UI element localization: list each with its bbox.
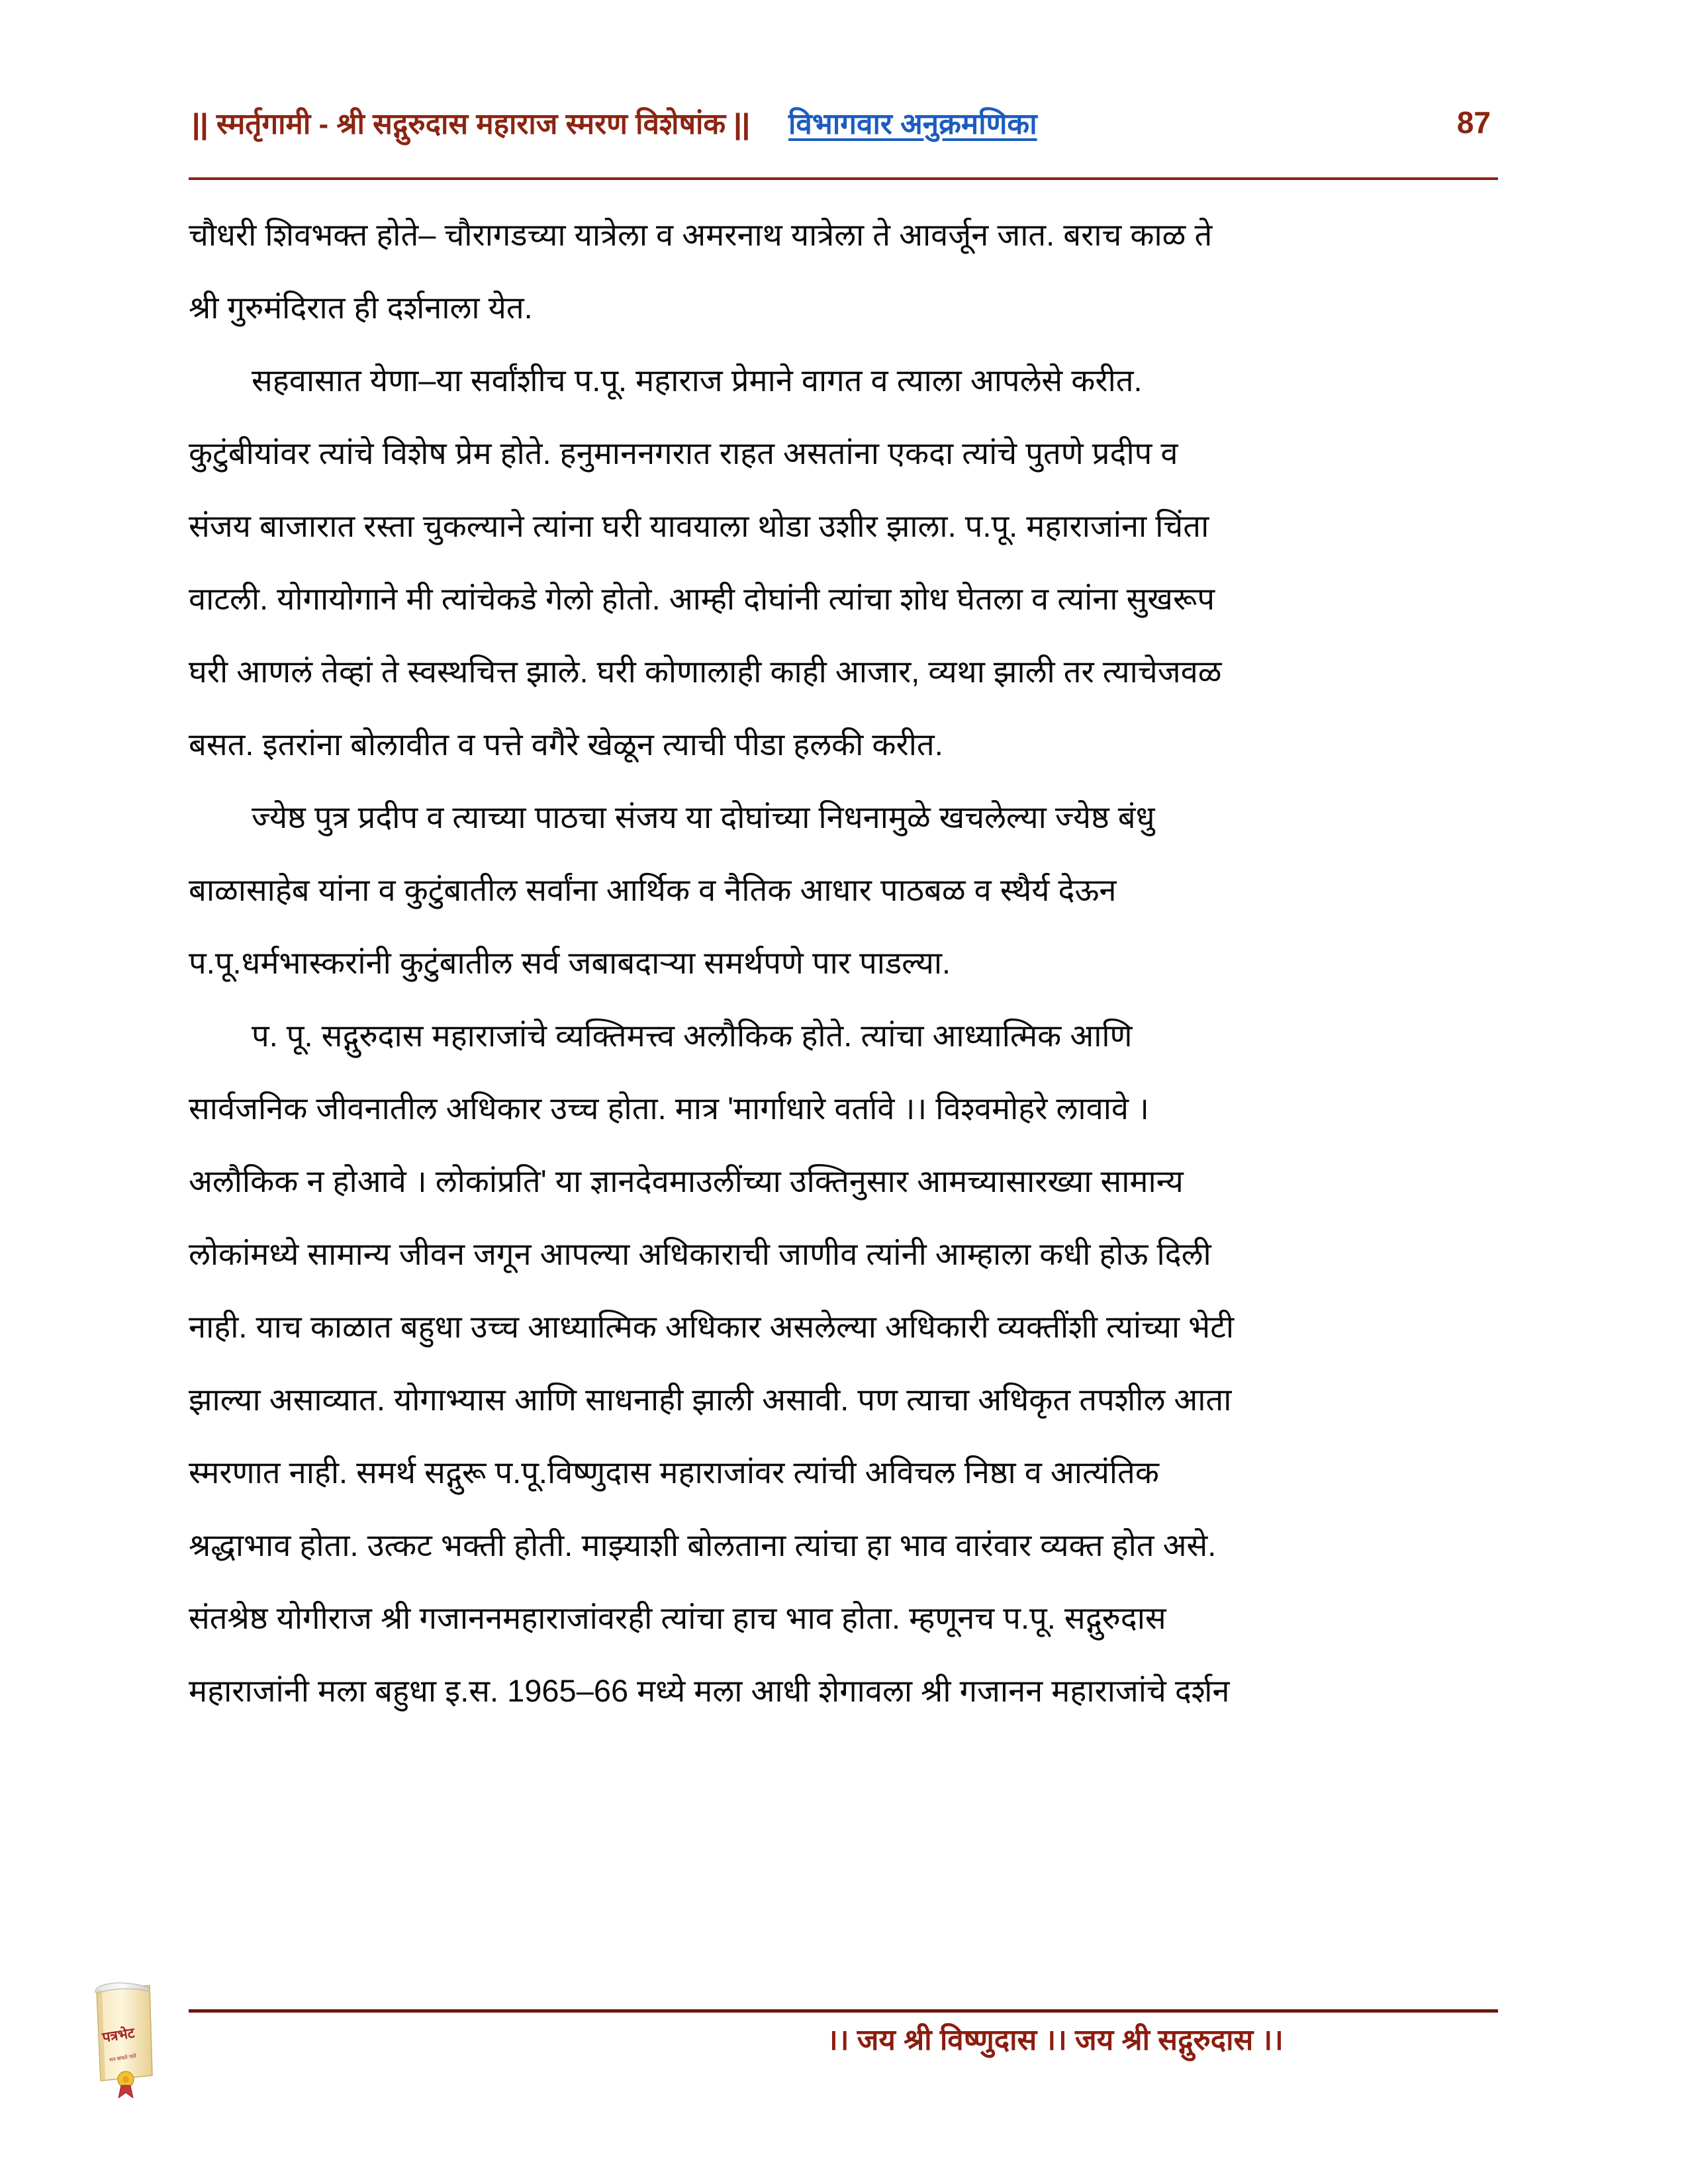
footer-divider [189,2009,1498,2013]
text-line: संजय बाजारात रस्ता चुकल्याने त्यांना घरी यावयाला थोडा उशीर झाला. प.पू. महाराजांना चिंता [189,508,1209,543]
text-line: बसत. इतरांना बोलावीत व पत्ते वगैरे खेळून त्याची पीडा हलकी करीत. [189,727,943,762]
text-line: चौधरी शिवभक्त होते– चौरागडच्या यात्रेला व अमरनाथ यात्रेला ते आवर्जून जात. बराच काळ ते [189,217,1213,252]
text-line: संतश्रेष्ठ योगीराज श्री गजाननमहाराजांवरही त्यांचा हाच भाव होता. म्हणूनच प.पू. सद्गुरुदास [189,1600,1166,1635]
text-line: वाटली. योगायोगाने मी त्यांचेकडे गेलो होतो. आम्ही दोघांनी त्यांचा शोध घेतला व त्यांना सुखरूप [189,581,1215,616]
text-line: लोकांमध्ये सामान्य जीवन जगून आपल्या अधिकाराची जाणीव त्यांनी आम्हाला कधी होऊ दिली [189,1236,1211,1271]
text-line: घरी आणलं तेव्हां ते स्वस्थचित्त झाले. घरी कोणालाही काही आजार, व्यथा झाली तर त्याचेजवळ [189,654,1222,689]
text-line: श्री गुरुमंदिरात ही दर्शनाला येत. [189,290,533,325]
text-line: झाल्या असाव्यात. योगाभ्यास आणि साधनाही झाली असावी. पण त्याचा अधिकृत तपशील आता [189,1382,1232,1417]
paragraph-3 [189,781,1499,999]
text-line: कुटुंबीयांवर त्यांचे विशेष प्रेम होते. हनुमाननगरात राहत असतांना एकदा त्यांचे पुतणे प्रदीप व [189,435,1178,471]
text-line: महाराजांनी मला बहुधा इ.स. 1965–66 मध्ये मला आधी शेगावला श्री गजानन महाराजांचे दर्शन [189,1673,1230,1708]
text-line: प.पू.धर्मभास्करांनी कुटुंबातील सर्व जबाबदाऱ्या समर्थपणे पार पाडल्या. [189,945,951,980]
page-header [0,86,1688,159]
paragraph-2 [189,344,1499,781]
patrabhet-scroll-logo [86,1979,172,2098]
header-title: || स्मर्तृगामी - श्री सद्गुरुदास महाराज स्मरण विशेषांक || [192,108,751,140]
text-line: सार्वजनिक जीवनातील अधिकार उच्च होता. मात्र 'मार्गाधारे वर्तावे ।। विश्वमोहरे लावावे । [189,1091,1149,1126]
text-line: ज्येष्ठ पुत्र प्रदीप व त्याच्या पाठचा संजय या दोघांच्या निधनामुळे खचलेल्या ज्येष्ठ बंधु [252,799,1155,835]
body-content [189,199,1499,1727]
text-line: बाळासाहेब यांना व कुटुंबातील सर्वांना आर्थिक व नैतिक आधार पाठबळ व स्थैर्य देऊन [189,872,1117,907]
text-line: सहवासात येणा–या सर्वांशीच प.पू. महाराज प्रेमाने वागत व त्याला आपलेसे करीत. [252,363,1143,398]
scroll-icon [86,1979,172,2098]
text-line: नाही. याच काळात बहुधा उच्च आध्यात्मिक अधिकार असलेल्या अधिकारी व्यक्तींशी त्यांच्या भेटी [189,1309,1235,1344]
paragraph-1 [189,199,1499,344]
footer-blessing: ।। जय श्री विष्णुदास ।। जय श्री सद्गुरुदास ।। [827,2024,1284,2056]
text-line: श्रद्धाभाव होता. उत्कट भक्ती होती. माझ्याशी बोलताना त्यांचा हा भाव वारंवार व्यक्त होत असे. [189,1527,1217,1563]
text-line: अलौकिक न होआवे । लोकांप्रति' या ज्ञानदेवमाउलींच्या उक्तिनुसार आमच्यासारख्या सामान्य [189,1163,1184,1199]
header-divider [189,177,1498,180]
svg-text:पत्रभेट: पत्रभेट [101,2025,136,2046]
text-line: स्मरणात नाही. समर्थ सद्गुरू प.पू.विष्णुदास महाराजांवर त्यांची अविचल निष्ठा व आत्यंतिक [189,1455,1159,1490]
page-number: 87 [1456,105,1491,140]
svg-text:मन बांधते नाते: मन बांधते नाते [109,2052,137,2064]
text-line: प. पू. सद्गुरुदास महाराजांचे व्यक्तिमत्त्व अलौकिक होते. त्यांचा आध्यात्मिक आणि [252,1018,1133,1053]
paragraph-4 [189,999,1499,1727]
index-link[interactable]: विभागवार अनुक्रमणिका [788,108,1037,140]
